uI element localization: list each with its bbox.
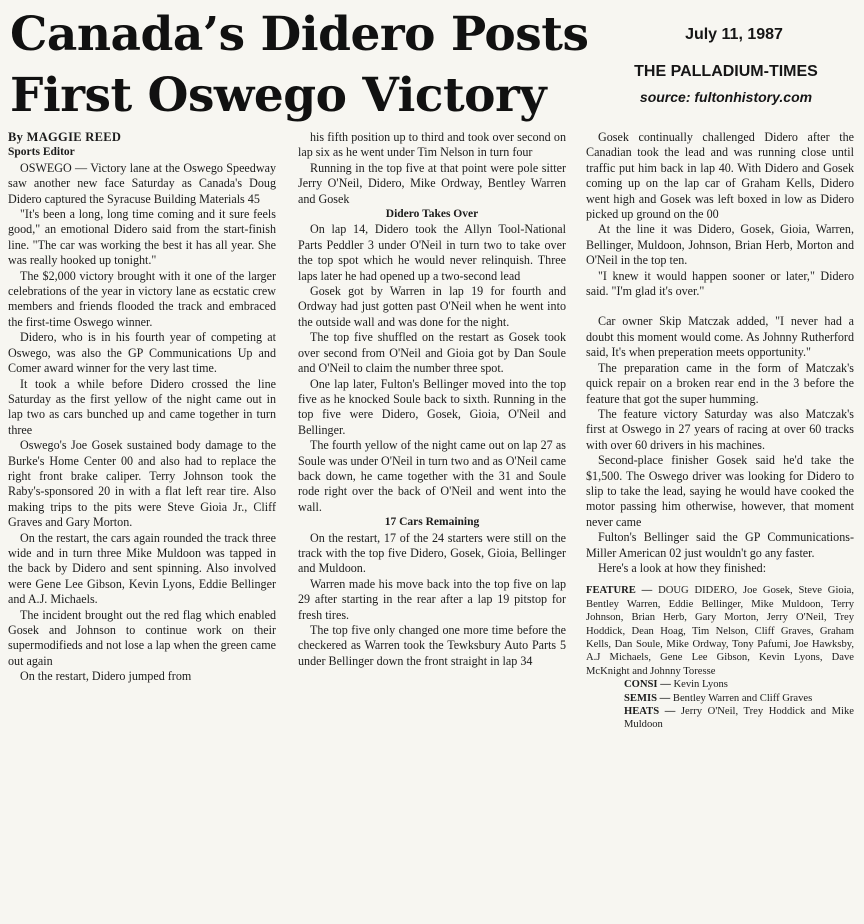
source-credit: source: fultonhistory.com bbox=[639, 89, 813, 105]
paragraph: Warren made his move back into the top five on lap 29 after starting in the rear after a lap 19 pitstop for fresh tires. bbox=[298, 576, 566, 622]
results-feature bbox=[586, 584, 854, 678]
paragraph: "It's been a long, long time coming and it sure feels good," an emotional Didero said from the start-finish line. "The car was working the best it has all year. She was really hooked up tonight." bbox=[8, 207, 276, 268]
results-feature-label: FEATURE — bbox=[586, 585, 653, 597]
subheading-didero-takes-over: Didero Takes Over bbox=[385, 208, 479, 221]
paragraph: Fulton's Bellinger said the GP Communications-Miller American 02 just wouldn't go any faster. bbox=[586, 530, 854, 560]
paragraph: Oswego's Joe Gosek sustained body damage to the Burke's Home Center 00 and also had to replace the right front brake caliper. Terry Johnson took the Raby's-sponsored 20 in with a flat left rear tire. Also making trips to the pits were Steve Gioia Jr., Cliff Graves and Gary Morton. bbox=[8, 438, 276, 530]
paragraph: On the restart, the cars again rounded the track three wide and in turn three Mike Muldoon was tapped in the back by Didero and sent spinning. Also involved were Gene Lee Gibson, Kevin Lyons, Eddie Bellinger and A.J. Michaels. bbox=[8, 530, 276, 607]
paragraph: On the restart, 17 of the 24 starters were still on the track with the top five Didero, Gosek, Gioia, Bellinger and Muldoon. bbox=[298, 530, 566, 576]
paragraph: Second-place finisher Gosek said he'd take the $1,500. The Oswego driver was looking for Didero to slip to take the lead, saying he would have cooked the motor passing him otherwise, however, that moment never came bbox=[586, 453, 854, 529]
paragraph: his fifth position up to third and took over second on lap six as he went under Tim Nelson in turn four bbox=[298, 130, 566, 160]
publication-date: July 11, 1987 bbox=[685, 26, 783, 43]
paragraph: The $2,000 victory brought with it one of the larger celebrations of the year in victory lane as ecstatic crew members and friends flooded the track and embraced the first-time Oswego winner. bbox=[8, 268, 276, 329]
race-results bbox=[586, 584, 854, 731]
results-feature-text: DOUG DIDERO, Joe Gosek, Steve Gioia, Bentley Warren, Eddie Bellinger, Mike Muldoon, Terry Johnson, Brian Herb, Gary Morton, Jerry O'Neil, Trey Hoddick, Dean Hoag, Tim Nelson, Cliff Graves, Graham Kells, Dan Soule, Mike Ordway, Tony Pafumi, Joe Hawksby, A.J Michaels, Gene Lee Gibson, Kevin Lyons, Dave McKnight and Johnny Toresse bbox=[586, 585, 854, 677]
newspaper-name: THE PALLADIUM-TIMES bbox=[634, 63, 818, 80]
paragraph: On lap 14, Didero took the Allyn Tool-National Parts Peddler 3 under O'Neil in turn two to take over the top spot which he would never relinquish. Three laps later he had opened up a two-second lead bbox=[298, 222, 566, 283]
author-role: Sports Editor bbox=[8, 146, 75, 159]
paragraph: On the restart, Didero jumped from bbox=[20, 669, 192, 684]
paragraph: Gosek continually challenged Didero after the Canadian took the lead and was running close until traffic put him back in lap 40. With Didero and Gosek coming up on the lap car of Graham Kells, Didero went high and Gosek was left boxed in low as Didero picked up ground on the 00 bbox=[586, 130, 854, 222]
paragraph: Car owner Skip Matczak added, "I never had a doubt this moment would come. As Johnny Rutherford said, It's when preperation meets opportunity." bbox=[586, 314, 854, 360]
results-heats-label: HEATS — bbox=[624, 706, 676, 718]
results-consi-text: Kevin Lyons bbox=[673, 679, 728, 691]
paragraph: It took a while before Didero crossed the line Saturday as the first yellow of the night came out in lap two as cars bunched up and came together in turn three bbox=[8, 376, 276, 437]
paragraph: Gosek got by Warren in lap 19 for fourth and Ordway had just gotten past O'Neil when he went into the outside wall and was done for the night. bbox=[298, 284, 566, 329]
paragraph: OSWEGO — Victory lane at the Oswego Speedway saw another new face Saturday as Canada's Doug Didero captured the Syracuse Building Materials 45 bbox=[8, 160, 276, 206]
paragraph: The feature victory Saturday was also Matczak's first at Oswego in 27 years of racing at over 60 tracks with over 60 drivers in his machines. bbox=[586, 406, 854, 452]
headline bbox=[10, 4, 600, 126]
paragraph: At the line it was Didero, Gosek, Gioia, Warren, Bellinger, Muldoon, Johnson, Brian Herb, Morton and O'Neil in the top ten. bbox=[586, 222, 854, 268]
publication-info bbox=[596, 26, 856, 105]
byline: By MAGGIE REED bbox=[8, 130, 122, 144]
paragraph: The top five only changed one more time before the checkered as Warren took the Tewksbury Auto Parts 5 under Bellinger down the front straight in lap 34 bbox=[298, 623, 566, 668]
paragraph: Here's a look at how they finished: bbox=[598, 560, 767, 575]
paragraph-gap bbox=[586, 299, 854, 314]
paragraph: One lap later, Fulton's Bellinger moved into the top five as he knocked Soule back to sixth. Running in the top five were Didero, Gosek, Gioia, O'Neil and Bellinger. bbox=[298, 376, 566, 437]
paragraph: The top five shuffled on the restart as Gosek took over second from O'Neil and Gioia got by Dan Soule and O'Neil to claim the number three spot. bbox=[298, 330, 566, 376]
paragraph: Running in the top five at that point were pole sitter Jerry O'Neil, Didero, Mike Ordway, Bentley Warren and Gosek bbox=[298, 160, 566, 206]
results-consi-label: CONSI — bbox=[624, 679, 671, 691]
article-column-3 bbox=[586, 130, 854, 732]
headline-line-2: First Oswego Victory bbox=[10, 68, 547, 123]
paragraph: Didero, who is in his fourth year of competing at Oswego, was also the GP Communications Up and Comer award winner for the very last time. bbox=[8, 330, 276, 376]
article-column-1 bbox=[8, 130, 276, 685]
results-semis-label: SEMIS — bbox=[624, 692, 671, 704]
results-consi bbox=[586, 678, 854, 691]
results-semis bbox=[586, 692, 854, 705]
paragraph: "I knew it would happen sooner or later," Didero said. "I'm glad it's over." bbox=[586, 268, 854, 299]
headline-line-1: Canada’s Didero Posts bbox=[10, 7, 589, 62]
results-heats-text: Jerry O'Neil, Trey Hoddick and Mike Muldoon bbox=[624, 706, 855, 731]
paragraph: The incident brought out the red flag which enabled Gosek and Johnson to continue work on their supermodifieds and not lose a lap when the green came out again bbox=[8, 607, 276, 668]
subheading-cars-remaining: 17 Cars Remaining bbox=[384, 516, 480, 529]
paragraph: The preparation came in the form of Matczak's quick repair on a broken rear end in the 3 before the feature that got the super humming. bbox=[586, 360, 854, 406]
article-column-2 bbox=[298, 130, 566, 669]
results-semis-text: Bentley Warren and Cliff Graves bbox=[672, 692, 813, 704]
paragraph: The fourth yellow of the night came out on lap 27 as Soule was under O'Neil in turn two and as O'Neil came back down, he came together with the 31 and Soule rode right over the back of O'Neil and went into the wall. bbox=[298, 438, 566, 514]
results-heats bbox=[586, 705, 854, 732]
